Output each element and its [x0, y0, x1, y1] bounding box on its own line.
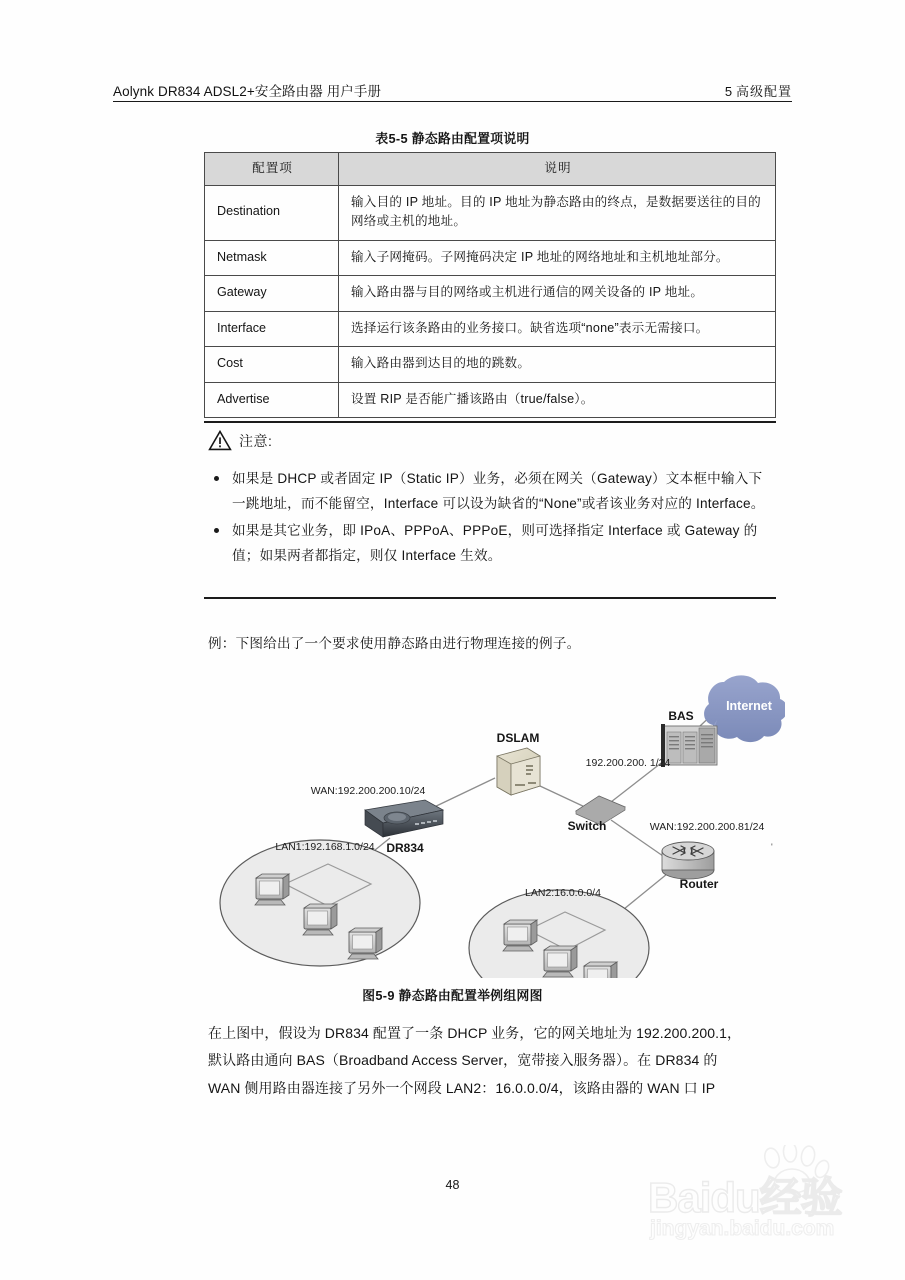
- cell-description: 输入子网掩码。子网掩码决定 IP 地址的网络地址和主机地址部分。: [339, 240, 776, 276]
- example-intro-text: 例：下图给出了一个要求使用静态路由进行物理连接的例子。: [208, 636, 581, 651]
- table-row: [205, 382, 776, 418]
- wan-dr834-label: WAN:192.200.200.10/24: [310, 785, 426, 797]
- cell-item: Cost: [205, 347, 339, 383]
- header-chapter-label: 高级配置: [735, 84, 792, 99]
- dslam-label: DSLAM: [496, 731, 540, 745]
- caution-label: 注意:: [239, 432, 273, 449]
- config-items-table: [204, 152, 776, 418]
- caution-heading: [208, 430, 272, 451]
- cell-description: 输入路由器到达目的地的跳数。: [339, 347, 776, 383]
- lan2-label: LAN2:16.0.0.0/4: [525, 887, 601, 899]
- table-header-row: [205, 153, 776, 186]
- wan-router-label: WAN:192.200.200.81/24: [649, 821, 765, 833]
- internet-label: Internet: [726, 699, 772, 713]
- table-row: [205, 240, 776, 276]
- header-divider: [113, 101, 792, 102]
- header-chapter-number: 5: [724, 84, 733, 99]
- cell-item: Gateway: [205, 276, 339, 312]
- caution-bullet-list: [208, 466, 776, 571]
- running-header: [113, 80, 792, 100]
- cell-item: Advertise: [205, 382, 339, 418]
- watermark-sub-text: jingyan.baidu.com: [650, 1217, 835, 1240]
- page-number: 48: [445, 1178, 460, 1192]
- list-item: 如果是 DHCP 或者固定 IP（Static IP）业务，必须在网关（Gateway）文本框中输入下一跳地址，而不能留空，Interface 可以设为缺省的“None”或者该业务对应的 Interface。: [208, 466, 776, 516]
- paragraph-line: 在上图中，假设为 DR834 配置了一条 DHCP 业务，它的网关地址为 192.200.200.1，: [208, 1025, 742, 1041]
- caution-bottom-rule: [204, 597, 776, 599]
- router-icon: [662, 842, 714, 879]
- table-title: 表5-5 静态路由配置项说明: [375, 131, 530, 146]
- body-paragraph: [208, 1020, 780, 1102]
- cell-item: Netmask: [205, 240, 339, 276]
- table-row: [205, 347, 776, 383]
- bas-label: BAS: [668, 709, 694, 723]
- table-row: [205, 185, 776, 240]
- lan1-cloud-group: [220, 840, 420, 966]
- cell-description: 选择运行该条路由的业务接口。缺省选项“none”表示无需接口。: [339, 311, 776, 347]
- network-topology-figure: [215, 660, 785, 978]
- caution-top-rule: [204, 421, 776, 423]
- router-label: Router: [679, 877, 719, 891]
- bas-link-label: 192.200.200. 1/24: [585, 757, 671, 769]
- watermark-main-text: Baidu经验: [648, 1174, 842, 1221]
- cell-item: Interface: [205, 311, 339, 347]
- stray-mark: ': [771, 842, 773, 852]
- paragraph-line: WAN 侧用路由器连接了另外一个网段 LAN2：16.0.0.0/4，该路由器的 WAN 口 IP: [208, 1079, 716, 1096]
- table-row: [205, 311, 776, 347]
- cell-description: 输入路由器与目的网络或主机进行通信的网关设备的 IP 地址。: [339, 276, 776, 312]
- figure-caption: 图5-9 静态路由配置举例组网图: [362, 988, 543, 1003]
- list-item: 如果是其它业务，即 IPoA、PPPoA、PPPoE，则可选择指定 Interface 或 Gateway 的值；如果两者都指定，则仅 Interface 生效。: [208, 518, 776, 568]
- warning-triangle-icon: [208, 430, 232, 451]
- switch-label: Switch: [567, 819, 607, 833]
- dr834-label: DR834: [386, 841, 424, 855]
- column-header-item: 配置项: [205, 153, 339, 186]
- column-header-description: 说明: [339, 153, 776, 186]
- header-manual-title: Aolynk DR834 ADSL2+安全路由器 用户手册: [113, 84, 382, 99]
- lan1-label: LAN1:192.168.1.0/24: [275, 841, 375, 853]
- cell-description: 输入目的 IP 地址。目的 IP 地址为静态路由的终点，是数据要送往的目的网络或主机的地址。: [339, 185, 776, 240]
- cell-item: Destination: [205, 185, 339, 240]
- cell-description: 设置 RIP 是否能广播该路由（true/false）。: [339, 382, 776, 418]
- paragraph-line: 默认路由通向 BAS（Broadband Access Server，宽带接入服务器）。在 DR834 的: [208, 1052, 718, 1069]
- baidu-watermark: [638, 1143, 888, 1251]
- dslam-icon: [497, 748, 540, 795]
- header-chapter: [725, 81, 792, 100]
- table-row: [205, 276, 776, 312]
- dr834-icon: [365, 800, 443, 837]
